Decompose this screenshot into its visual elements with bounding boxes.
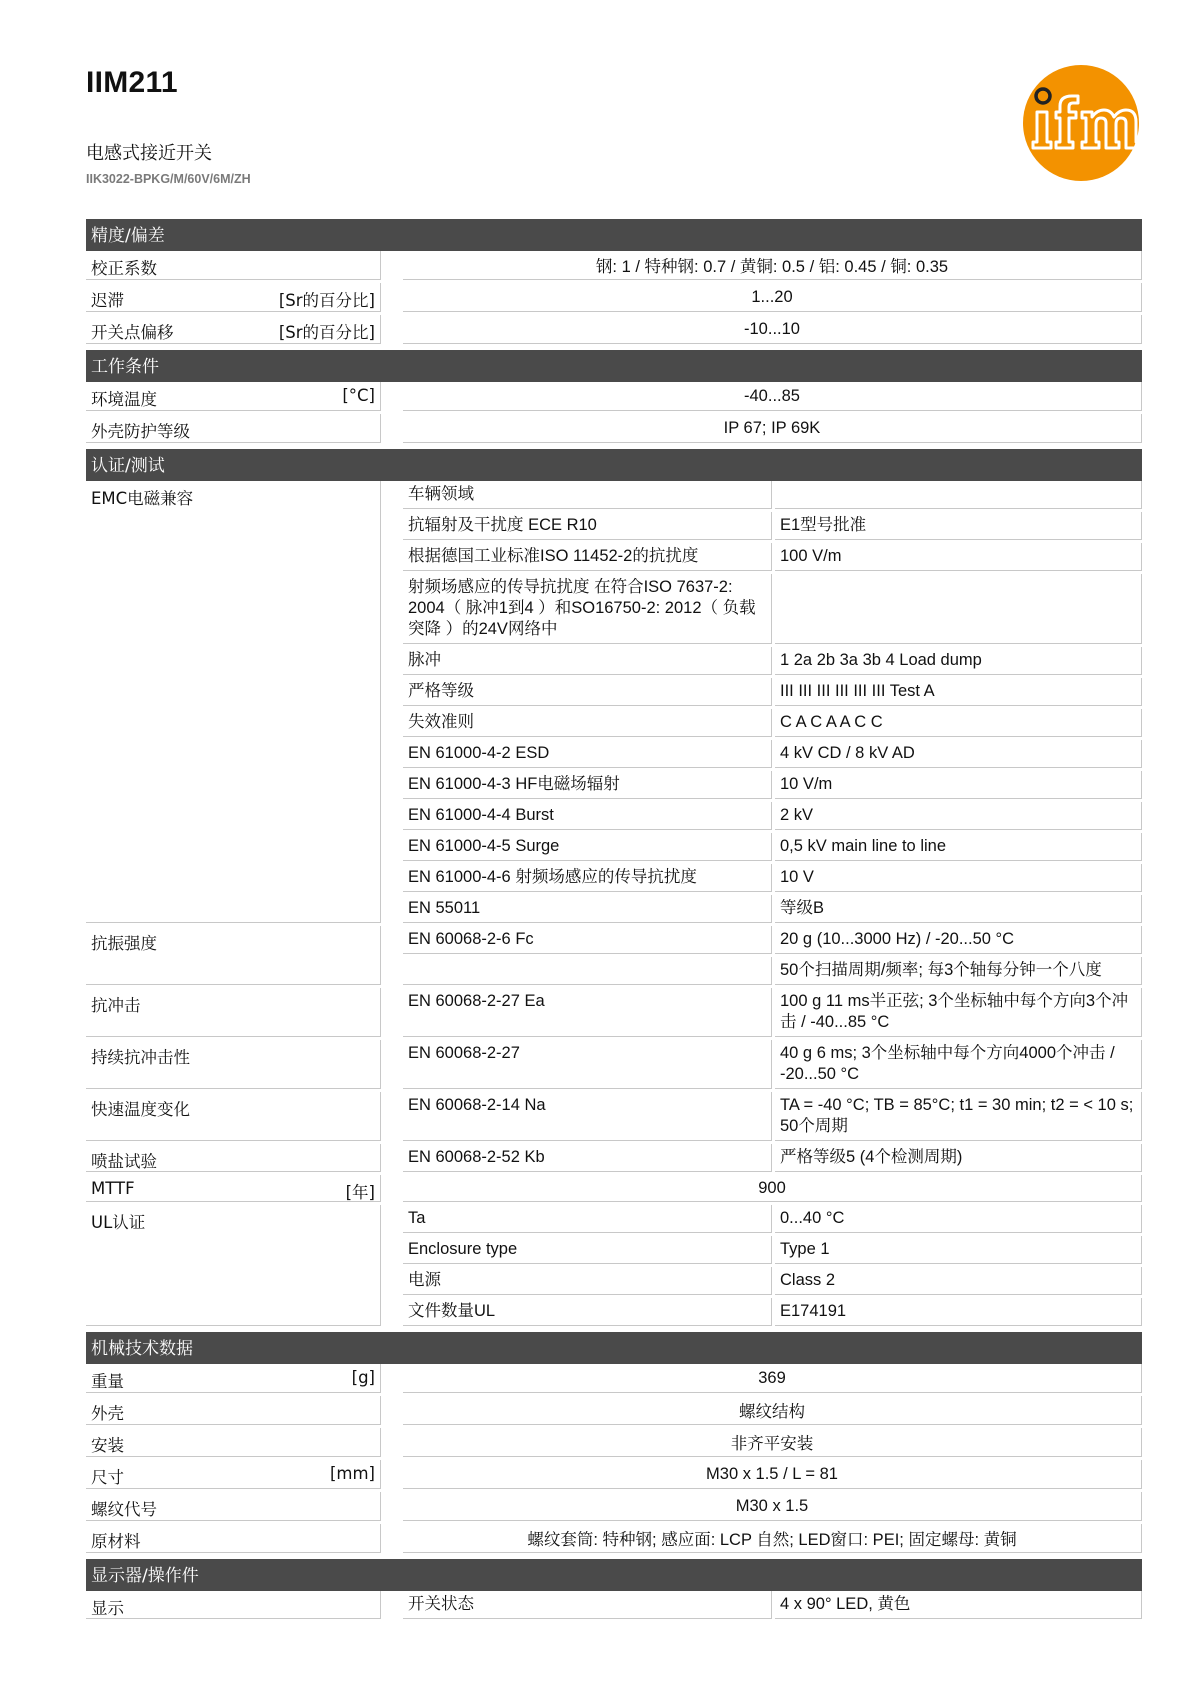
sub-row-key: EN 60068-2-27 Ea xyxy=(403,988,772,1037)
spec-label: 校正系数 xyxy=(86,251,381,280)
section-header-display: 显示器/操作件 xyxy=(86,1559,1142,1591)
spec-label: EMC电磁兼容 xyxy=(86,481,381,923)
spec-label: 喷盐试验 xyxy=(86,1144,381,1172)
sub-row-key: 根据德国工业标准ISO 11452-2的抗扰度 xyxy=(403,543,772,571)
spec-row-weight xyxy=(86,1364,1142,1396)
spec-group-bump xyxy=(86,1040,1142,1092)
sub-row-key: EN 61000-4-3 HF电磁场辐射 xyxy=(403,771,772,799)
section-header-accuracy: 精度/偏差 xyxy=(86,219,1142,251)
sub-row-value: 10 V xyxy=(775,864,1142,892)
spec-group-ul xyxy=(86,1205,1142,1329)
spec-unit: [年] xyxy=(345,1183,375,1202)
spec-value: -40...85 xyxy=(403,382,1142,411)
spec-value: 1...20 xyxy=(403,283,1142,312)
spec-label: 安装 xyxy=(86,1428,381,1457)
spec-row-mttf xyxy=(86,1175,1142,1205)
sub-row-key: EN 61000-4-4 Burst xyxy=(403,802,772,830)
spec-label: 外壳防护等级 xyxy=(86,414,381,443)
spec-label: 抗振强度 xyxy=(86,926,381,985)
sub-row-key: Ta xyxy=(403,1205,772,1233)
spec-value: -10...10 xyxy=(403,315,1142,344)
sub-row-value: 0...40 °C xyxy=(775,1205,1142,1233)
spec-group-indication xyxy=(86,1591,1142,1622)
sub-row xyxy=(403,988,1142,1040)
spec-unit: [°C] xyxy=(342,386,375,405)
spec-label xyxy=(86,283,381,312)
spec-group-vibration xyxy=(86,926,1142,988)
sub-row xyxy=(403,574,1142,647)
sub-row-key: 严格等级 xyxy=(403,678,772,706)
sub-row xyxy=(403,1236,1142,1267)
spec-value: 钢: 1 / 特种钢: 0.7 / 黄铜: 0.5 / 铝: 0.45 / 铜: 0.35 xyxy=(403,251,1142,280)
sub-table xyxy=(403,1205,1142,1329)
spec-row-mounting xyxy=(86,1428,1142,1460)
article-number: IIK3022-BPKG/M/60V/6M/ZH xyxy=(86,172,251,186)
sub-row xyxy=(403,926,1142,957)
sub-row-value xyxy=(775,574,1142,644)
sub-row-value: 1 2a 2b 3a 3b 4 Load dump xyxy=(775,647,1142,675)
section-header-approvals: 认证/测试 xyxy=(86,449,1142,481)
sub-row xyxy=(403,512,1142,543)
sub-row-value: Type 1 xyxy=(775,1236,1142,1264)
spec-value: M30 x 1.5 / L = 81 xyxy=(403,1460,1142,1489)
spec-row-correction xyxy=(86,251,1142,283)
spec-group-shock xyxy=(86,988,1142,1040)
spec-row-temperature xyxy=(86,382,1142,414)
sub-row-value: C A C A A C C xyxy=(775,709,1142,737)
sub-row-value xyxy=(775,481,1142,509)
sub-row xyxy=(403,481,1142,512)
spec-row-housing xyxy=(86,1396,1142,1428)
sub-row-key: EN 61000-4-6 射频场感应的传导抗扰度 xyxy=(403,864,772,892)
spec-row-dimensions xyxy=(86,1460,1142,1492)
spec-unit: [mm] xyxy=(329,1464,375,1483)
sub-row xyxy=(403,1591,1142,1622)
sub-row xyxy=(403,1040,1142,1092)
spec-value: 螺纹结构 xyxy=(403,1396,1142,1425)
spec-label: 快速温度变化 xyxy=(86,1092,381,1141)
sub-row-value: 50个扫描周期/频率; 每3个轴每分钟一个八度 xyxy=(775,957,1142,985)
sub-row-value: 2 kV xyxy=(775,802,1142,830)
spec-row-hysteresis xyxy=(86,283,1142,315)
sub-row-key: 射频场感应的传导抗扰度 在符合ISO 7637-2: 2004（ 脉冲1到4 ）和SO16750-2: 2012（ 负载突降 ）的24V网络中 xyxy=(403,574,772,644)
spec-unit: [g] xyxy=(351,1368,375,1387)
sub-row-value: Class 2 xyxy=(775,1267,1142,1295)
sub-row-value: E1型号批准 xyxy=(775,512,1142,540)
spec-label-text: 迟滞 xyxy=(91,291,124,310)
spec-label: 显示 xyxy=(86,1591,381,1619)
spec-label xyxy=(86,1364,381,1393)
sub-row-key: 文件数量UL xyxy=(403,1298,772,1326)
spec-label-text: 环境温度 xyxy=(91,390,157,409)
spec-row-thread xyxy=(86,1492,1142,1524)
spec-row-drift xyxy=(86,315,1142,347)
spec-label xyxy=(86,1460,381,1489)
sub-table xyxy=(403,926,1142,988)
product-title: IIM211 xyxy=(86,66,178,99)
spec-row-protection xyxy=(86,414,1142,446)
sub-row-key: 脉冲 xyxy=(403,647,772,675)
spec-label xyxy=(86,1175,381,1202)
spec-group-emc xyxy=(86,481,1142,926)
sub-row-key: EN 60068-2-52 Kb xyxy=(403,1144,772,1172)
spec-label: 外壳 xyxy=(86,1396,381,1425)
sub-row-value: 0,5 kV main line to line xyxy=(775,833,1142,861)
spec-value: M30 x 1.5 xyxy=(403,1492,1142,1521)
sub-row-key: 失效准则 xyxy=(403,709,772,737)
spec-label-text: 尺寸 xyxy=(91,1468,124,1487)
spec-label: UL认证 xyxy=(86,1205,381,1326)
sub-row-value: E174191 xyxy=(775,1298,1142,1326)
spec-table xyxy=(86,219,1142,1622)
sub-row-key: 抗辐射及干扰度 ECE R10 xyxy=(403,512,772,540)
sub-row xyxy=(403,740,1142,771)
sub-row xyxy=(403,1092,1142,1144)
sub-row-value: 100 g 11 ms半正弦; 3个坐标轴中每个方向3个冲击 / -40...85 °C xyxy=(775,988,1142,1037)
sub-row-value: TA = -40 °C; TB = 85°C; t1 = 30 min; t2 = < 10 s; 50个周期 xyxy=(775,1092,1142,1141)
sub-row-key: Enclosure type xyxy=(403,1236,772,1264)
spec-label: 抗冲击 xyxy=(86,988,381,1037)
spec-group-salt xyxy=(86,1144,1142,1175)
spec-label: 螺纹代号 xyxy=(86,1492,381,1521)
spec-label xyxy=(86,382,381,411)
section-header-operating: 工作条件 xyxy=(86,350,1142,382)
product-subtitle: 电感式接近开关 xyxy=(86,143,212,164)
spec-row-materials xyxy=(86,1524,1142,1556)
sub-row-key: 电源 xyxy=(403,1267,772,1295)
sub-row-key xyxy=(403,957,772,985)
spec-unit: [Sr的百分比] xyxy=(278,323,375,342)
spec-label xyxy=(86,315,381,344)
sub-row-value: 20 g (10...3000 Hz) / -20...50 °C xyxy=(775,926,1142,954)
sub-row xyxy=(403,833,1142,864)
sub-row-value: 4 x 90° LED, 黄色 xyxy=(775,1591,1142,1619)
sub-row xyxy=(403,957,1142,988)
sub-table xyxy=(403,1144,1142,1175)
spec-label-text: 开关点偏移 xyxy=(91,323,174,342)
spec-value: 369 xyxy=(403,1364,1142,1393)
sub-row-value: 等级B xyxy=(775,895,1142,923)
sub-table xyxy=(403,988,1142,1040)
sub-row-key: EN 55011 xyxy=(403,895,772,923)
sub-row-key: EN 60068-2-14 Na xyxy=(403,1092,772,1141)
spec-label-text: 重量 xyxy=(91,1372,124,1391)
spec-value: 900 xyxy=(403,1175,1142,1202)
sub-row-value: 10 V/m xyxy=(775,771,1142,799)
sub-row xyxy=(403,1144,1142,1175)
sub-table xyxy=(403,1040,1142,1092)
sub-row xyxy=(403,895,1142,926)
ifm-logo xyxy=(1022,64,1140,182)
sub-row xyxy=(403,771,1142,802)
sub-row-key: EN 61000-4-2 ESD xyxy=(403,740,772,768)
sub-table xyxy=(403,1591,1142,1622)
spec-label-text: MTTF xyxy=(91,1179,135,1198)
sub-row-value: 100 V/m xyxy=(775,543,1142,571)
spec-value: IP 67; IP 69K xyxy=(403,414,1142,443)
sub-row-key: 开关状态 xyxy=(403,1591,772,1619)
spec-value: 非齐平安装 xyxy=(403,1428,1142,1457)
sub-row-key: EN 61000-4-5 Surge xyxy=(403,833,772,861)
sub-row xyxy=(403,1298,1142,1329)
sub-row xyxy=(403,709,1142,740)
sub-row-value: 严格等级5 (4个检测周期) xyxy=(775,1144,1142,1172)
section-header-mechanical: 机械技术数据 xyxy=(86,1332,1142,1364)
sub-row-value: 40 g 6 ms; 3个坐标轴中每个方向4000个冲击 / -20...50 °C xyxy=(775,1040,1142,1089)
sub-row-value: III III III III III III Test A xyxy=(775,678,1142,706)
sub-row-key: 车辆领域 xyxy=(403,481,772,509)
sub-row xyxy=(403,1205,1142,1236)
sub-row-key: EN 60068-2-27 xyxy=(403,1040,772,1089)
sub-table xyxy=(403,481,1142,926)
sub-row-value: 4 kV CD / 8 kV AD xyxy=(775,740,1142,768)
spec-label: 持续抗冲击性 xyxy=(86,1040,381,1089)
sub-row xyxy=(403,543,1142,574)
sub-row xyxy=(403,802,1142,833)
sub-row xyxy=(403,647,1142,678)
spec-unit: [Sr的百分比] xyxy=(278,291,375,310)
spec-label: 原材料 xyxy=(86,1524,381,1553)
sub-row xyxy=(403,1267,1142,1298)
spec-value: 螺纹套筒: 特种钢; 感应面: LCP 自然; LED窗口: PEI; 固定螺母: 黄铜 xyxy=(403,1524,1142,1553)
sub-table xyxy=(403,1092,1142,1144)
sub-row xyxy=(403,864,1142,895)
sub-row-key: EN 60068-2-6 Fc xyxy=(403,926,772,954)
sub-row xyxy=(403,678,1142,709)
spec-group-temp-change xyxy=(86,1092,1142,1144)
